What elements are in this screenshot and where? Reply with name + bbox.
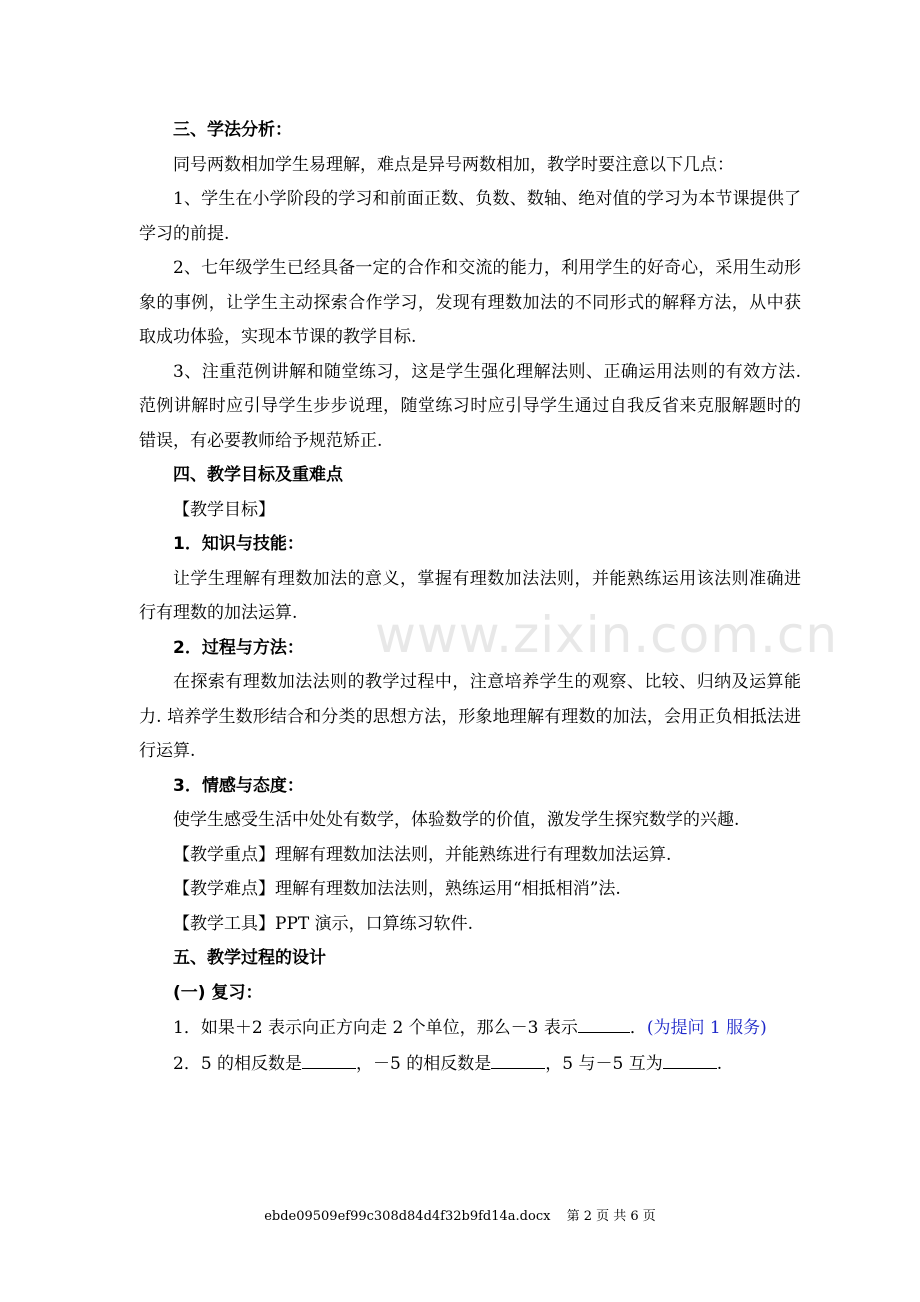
question-2 xyxy=(139,1046,801,1082)
paragraph-intro: 同号两数相加学生易理解，难点是异号两数相加，教学时要注意以下几点： xyxy=(173,154,734,175)
watermark: www.zixin.com.cn xyxy=(375,606,839,664)
tools-line xyxy=(139,907,801,942)
question-2-end: . xyxy=(716,1053,723,1074)
page-footer xyxy=(0,1205,920,1224)
key-point-label: 【教学重点】 xyxy=(173,844,275,865)
review-heading: (一) 复习： xyxy=(173,982,263,1003)
difficulty-label: 【教学难点】 xyxy=(173,879,275,899)
difficulty-text: 理解有理数加法法则，熟练运用“相抵相消”法. xyxy=(275,879,621,899)
section-heading-4: 四、教学目标及重难点 xyxy=(173,465,343,485)
tools-label: 【教学工具】 xyxy=(173,913,275,934)
page-content xyxy=(139,113,801,1081)
goals-label: 【教学目标】 xyxy=(173,499,275,520)
paragraph-point-1: 1、学生在小学阶段的学习和前面正数、负数、数轴、绝对值的学习为本节课提供了学习的前提. xyxy=(139,189,801,244)
question-1-text: 1．如果＋2 表示向正方向走 2 个单位，那么－3 表示 xyxy=(173,1018,578,1038)
question-2-text-a: 2．5 的相反数是 xyxy=(173,1053,303,1074)
method-text: 在探索有理数加法法则的教学过程中，注意培养学生的观察、比较、归纳及运算能力. 培养学生数形结合和分类的思想方法，形象地理解有理数的加法，会用正负相抵法进行运算. xyxy=(139,672,801,761)
answer-blank xyxy=(663,1046,717,1069)
answer-blank xyxy=(302,1046,356,1069)
footer-page-info: 第 2 页 共 6 页 xyxy=(566,1209,656,1224)
knowledge-heading: 1．知识与技能： xyxy=(173,534,304,554)
paragraph-point-3: 3、注重范例讲解和随堂练习，这是学生强化理解法则、正确运用法则的有效方法. 范例讲解时应引导学生步步说理，随堂练习时应引导学生通过自我反省来克服解题时的错误，有必要教师给予规范矫正. xyxy=(139,361,801,451)
knowledge-text: 让学生理解有理数加法的意义，掌握有理数加法法则，并能熟练运用该法则准确进行有理数的加法运算. xyxy=(139,568,801,623)
footer-filename: ebde09509ef99c308d84d4f32b9fd14a.docx xyxy=(264,1209,551,1224)
answer-blank xyxy=(578,1010,630,1033)
difficulty-line xyxy=(139,872,801,907)
section-heading-3: 三、学法分析： xyxy=(173,120,292,140)
key-point-line xyxy=(139,838,801,873)
tools-text: PPT 演示，口算练习软件. xyxy=(275,913,474,934)
answer-blank xyxy=(491,1046,545,1069)
question-1-end: ． xyxy=(629,1018,647,1038)
emotion-text: 使学生感受生活中处处有数学，体验数学的价值，激发学生探究数学的兴趣. xyxy=(173,810,740,830)
question-1-note: (为提问 1 服务) xyxy=(646,1018,767,1038)
emotion-heading: 3．情感与态度： xyxy=(173,775,304,796)
key-point-text: 理解有理数加法法则，并能熟练进行有理数加法运算. xyxy=(275,844,672,865)
paragraph-point-2: 2、七年级学生已经具备一定的合作和交流的能力，利用学生的好奇心，采用生动形象的事例，让学生主动探索合作学习，发现有理数加法的不同形式的解释方法，从中获取成功体验，实现本节课的教学目标. xyxy=(139,258,801,347)
method-heading: 2．过程与方法： xyxy=(173,637,304,658)
question-2-text-c: ，5 与－5 互为 xyxy=(545,1053,663,1074)
question-2-text-b: ，－5 的相反数是 xyxy=(356,1053,492,1074)
question-1 xyxy=(139,1010,801,1046)
section-heading-5: 五、教学过程的设计 xyxy=(173,948,326,968)
